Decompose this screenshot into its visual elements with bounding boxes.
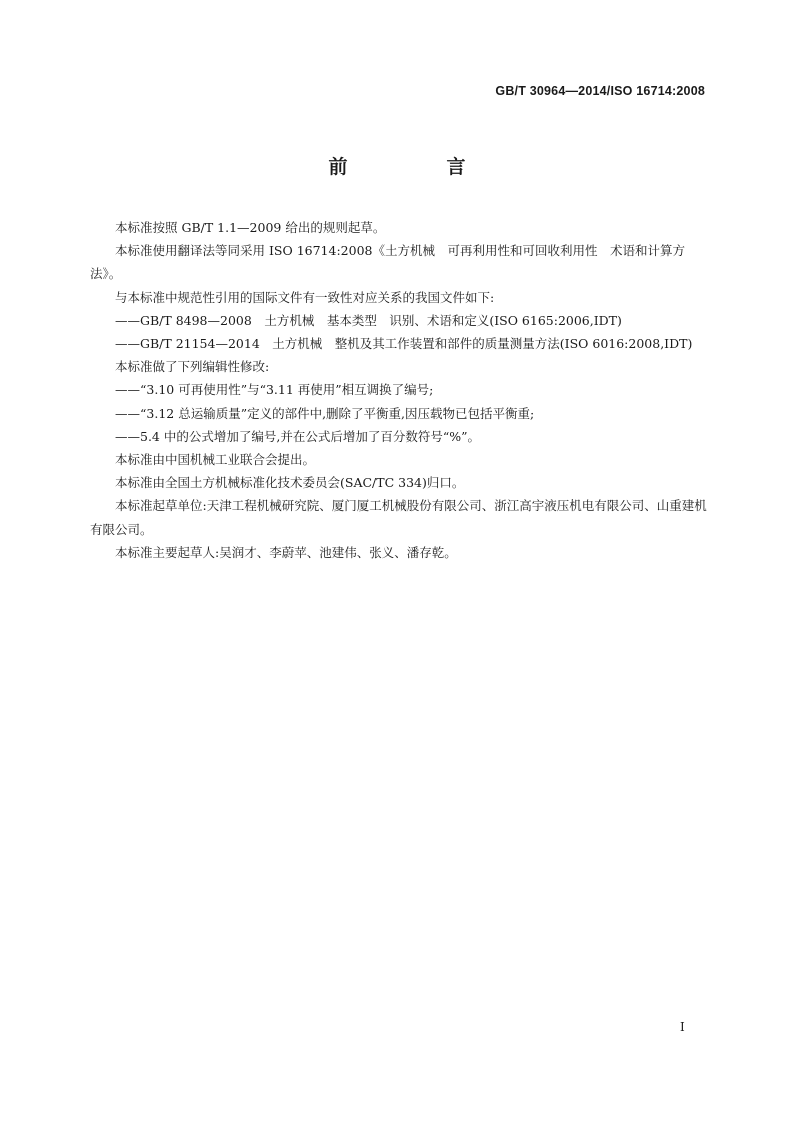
paragraph-drafters: 本标准主要起草人:吴润才、李蔚苹、池建伟、张义、潘存乾。 — [115, 544, 457, 560]
document-body — [90, 216, 707, 564]
paragraph-drafting-units: 本标准起草单位:天津工程机械研究院、厦门厦工机械股份有限公司、浙江高宇液压机电有限公司、山重建机有限公司。 — [90, 498, 707, 537]
list-item-reference: ——GB/T 8498—2008 土方机械 基本类型 识别、术语和定义(ISO 6165:2006,IDT) — [115, 312, 622, 328]
paragraph-adoption: 本标准使用翻译法等同采用 ISO 16714:2008《土方机械 可再利用性和可回收利用性 术语和计算方法》。 — [90, 243, 685, 282]
paragraph-references-intro: 与本标准中规范性引用的国际文件有一致性对应关系的我国文件如下: — [115, 289, 495, 305]
paragraph-committee: 本标准由全国土方机械标准化技术委员会(SAC/TC 334)归口。 — [115, 475, 465, 491]
standard-code: GB/T 30964—2014/ISO 16714:2008 — [495, 84, 705, 98]
paragraph-edits-intro: 本标准做了下列编辑性修改: — [115, 359, 270, 375]
paragraph-drafting-rules: 本标准按照 GB/T 1.1—2009 给出的规则起草。 — [115, 220, 386, 235]
paragraph-proposer: 本标准由中国机械工业联合会提出。 — [115, 452, 316, 468]
page-number: I — [680, 1020, 685, 1034]
list-item-reference: ——GB/T 21154—2014 土方机械 整机及其工作装置和部件的质量测量方法(ISO 6016:2008,IDT) — [115, 336, 693, 352]
list-item-edit: ——5.4 中的公式增加了编号,并在公式后增加了百分数符号“%”。 — [115, 428, 480, 444]
list-item-edit: ——“3.12 总运输质量”定义的部件中,删除了平衡重,因压载物已包括平衡重; — [115, 405, 535, 421]
list-item-edit: ——“3.10 可再使用性”与“3.11 再使用”相互调换了编号; — [115, 382, 434, 398]
page-title: 前 言 — [328, 156, 506, 178]
